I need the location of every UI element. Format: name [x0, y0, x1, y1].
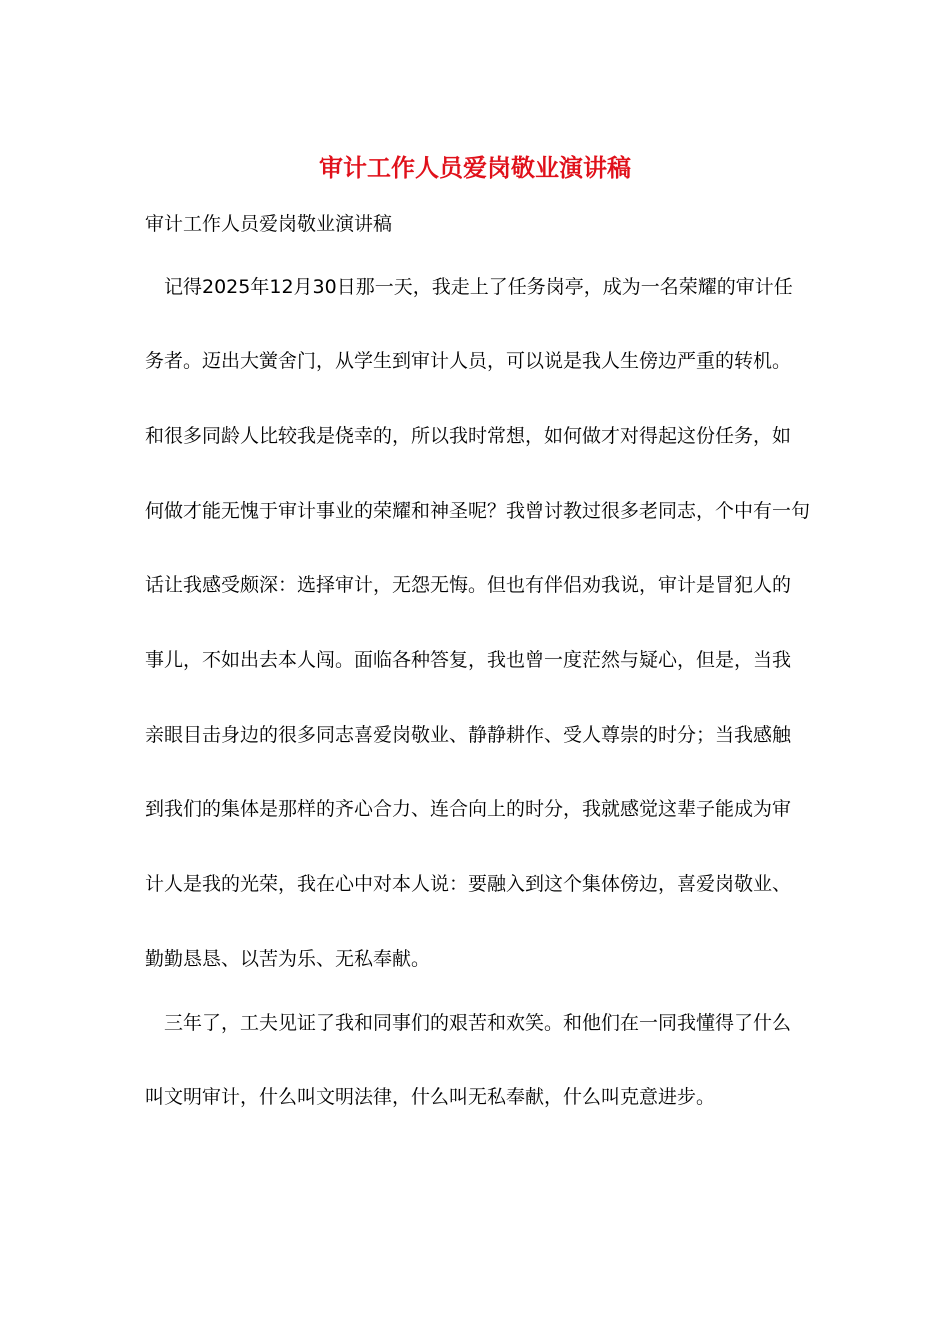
- paragraph-line: 三年了，工夫见证了我和同事们的艰苦和欢笑。和他们在一同我懂得了什么: [164, 1012, 792, 1034]
- paragraph-line: 和很多同龄人比较我是侥幸的，所以我时常想，如何做才对得起这份任务，如: [145, 425, 792, 447]
- paragraph-line: 到我们的集体是那样的齐心合力、连合向上的时分，我就感觉这辈子能成为审: [145, 798, 792, 820]
- paragraph-line: 亲眼目击身边的很多同志喜爱岗敬业、静静耕作、受人尊崇的时分；当我感触: [145, 724, 792, 746]
- document-title: 审计工作人员爱岗敬业演讲稿: [319, 154, 631, 182]
- paragraph-line: 话让我感受颇深：选择审计，无怨无悔。但也有伴侣劝我说，审计是冒犯人的: [145, 574, 792, 596]
- document-subtitle: 审计工作人员爱岗敬业演讲稿: [145, 213, 393, 235]
- paragraph-line: 叫文明审计，什么叫文明法律，什么叫无私奉献，什么叫克意进步。: [145, 1086, 716, 1108]
- paragraph-line: 记得2025年12月30日那一天，我走上了任务岗亭，成为一名荣耀的审计任: [164, 276, 793, 298]
- paragraph-line: 务者。迈出大黉舍门，从学生到审计人员，可以说是我人生傍边严重的转机。: [145, 350, 792, 372]
- paragraph-line: 事儿，不如出去本人闯。面临各种答复，我也曾一度茫然与疑心，但是，当我: [145, 649, 792, 671]
- paragraph-line: 勤勤恳恳、以苦为乐、无私奉献。: [145, 948, 431, 970]
- paragraph-line: 何做才能无愧于审计事业的荣耀和神圣呢？我曾讨教过很多老同志，个中有一句: [145, 500, 811, 522]
- paragraph-line: 计人是我的光荣，我在心中对本人说：要融入到这个集体傍边，喜爱岗敬业、: [145, 873, 792, 895]
